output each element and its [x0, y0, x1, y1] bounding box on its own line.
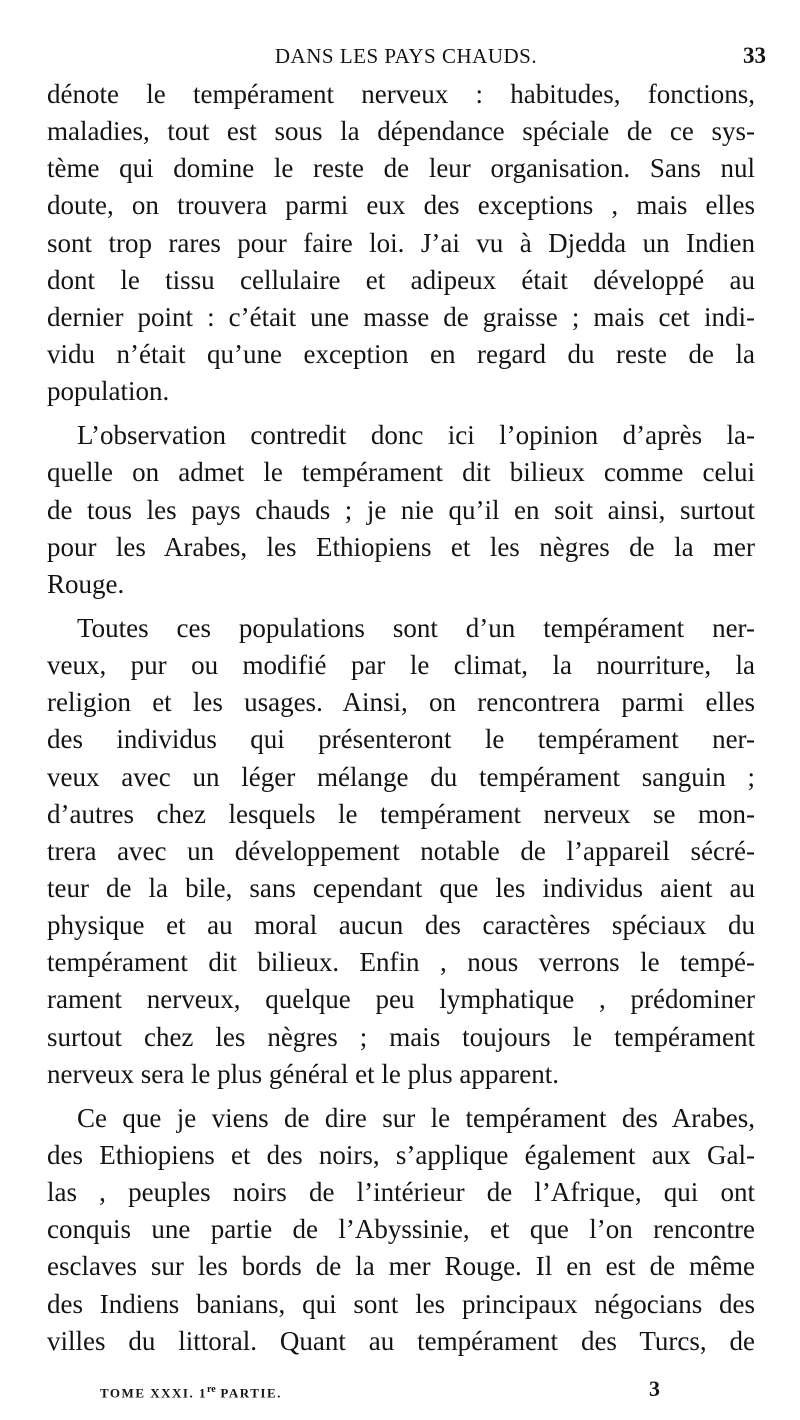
paragraph	[47, 417, 755, 603]
text-line: maladies, tout est sous la dépendance spéciale de ce sys-	[47, 116, 755, 147]
paragraph	[47, 76, 755, 410]
running-head	[46, 38, 766, 74]
text-line: sont trop rares pour faire loi. J’ai vu à Djedda un Indien	[47, 227, 755, 258]
paragraph	[47, 1100, 755, 1360]
text-line: teur de la bile, sans cependant que les individus aient au	[47, 872, 755, 903]
text-line: des Ethiopiens et des noirs, s’applique également aux Gal-	[47, 1139, 755, 1170]
paragraph-gap	[47, 1093, 755, 1100]
text-line: tempérament dit bilieux. Enfin , nous verrons le tempé-	[47, 947, 755, 978]
text-line: dont le tissu cellulaire et adipeux était développé au	[47, 264, 755, 295]
text-line: esclaves sur les bords de la mer Rouge. Il en est de même	[47, 1251, 755, 1282]
text-line: dernier point : c’était une masse de graisse ; mais cet indi-	[47, 301, 755, 332]
signature-line	[100, 1384, 282, 1401]
page-footer	[100, 1376, 660, 1406]
signature-superscript: re	[206, 1384, 216, 1395]
paragraph-gap	[47, 603, 755, 610]
text-line: doute, on trouvera parmi eux des exceptions , mais elles	[47, 190, 755, 221]
text-line: physique et au moral aucun des caractères spéciaux du	[47, 910, 755, 941]
text-line: veux avec un léger mélange du tempérament sanguin ;	[47, 761, 755, 792]
body-text	[47, 76, 755, 1360]
text-line: quelle on admet le tempérament dit bilieux comme celui	[47, 457, 755, 488]
text-line: des Indiens banians, qui sont les principaux négocians des	[47, 1288, 755, 1319]
text-line: rament nerveux, quelque peu lymphatique , prédominer	[47, 984, 755, 1015]
text-line: conquis une partie de l’Abyssinie, et que l’on rencontre	[47, 1214, 755, 1245]
text-line: villes du littoral. Quant au tempérament des Turcs, de	[47, 1325, 755, 1356]
text-line: veux, pur ou modifié par le climat, la nourriture, la	[47, 650, 755, 681]
text-line: d’autres chez lesquels le tempérament nerveux se mon-	[47, 798, 755, 829]
text-line: L’observation contredit donc ici l’opinion d’après la-	[77, 420, 755, 451]
signature-suffix: PARTIE.	[215, 1385, 282, 1401]
signature-mark: 3	[649, 1376, 660, 1401]
text-line: tème qui domine le reste de leur organisation. Sans nul	[47, 153, 755, 184]
text-line: Rouge.	[47, 568, 125, 599]
text-line: trera avec un développement notable de l’appareil sécré-	[47, 835, 755, 866]
text-line: dénote le tempérament nerveux : habitudes, fonctions,	[47, 79, 755, 109]
text-line: de tous les pays chauds ; je nie qu’il en soit ainsi, surtout	[47, 494, 755, 525]
text-line: Toutes ces populations sont d’un tempérament ner-	[77, 612, 755, 643]
text-line: vidu n’était qu’une exception en regard du reste de la	[47, 338, 755, 369]
text-line: population.	[47, 376, 170, 407]
paragraph	[47, 610, 755, 1093]
running-title: DANS LES PAYS CHAUDS.	[274, 44, 538, 68]
signature-prefix: TOME XXXI. 1	[100, 1385, 207, 1401]
paragraph-gap	[47, 410, 755, 417]
text-line: des individus qui présenteront le tempérament ner-	[47, 724, 755, 755]
text-line: surtout chez les nègres ; mais toujours le tempérament	[47, 1021, 755, 1052]
text-line: Ce que je viens de dire sur le tempérament des Arabes,	[77, 1102, 755, 1133]
text-line: las , peuples noirs de l’intérieur de l’Afrique, qui ont	[47, 1177, 755, 1208]
text-line: nerveux sera le plus général et le plus apparent.	[47, 1058, 560, 1089]
page-number: 33	[743, 43, 766, 68]
text-line: pour les Arabes, les Ethiopiens et les nègres de la mer	[47, 531, 755, 562]
text-line: religion et les usages. Ainsi, on rencontrera parmi elles	[47, 687, 755, 718]
